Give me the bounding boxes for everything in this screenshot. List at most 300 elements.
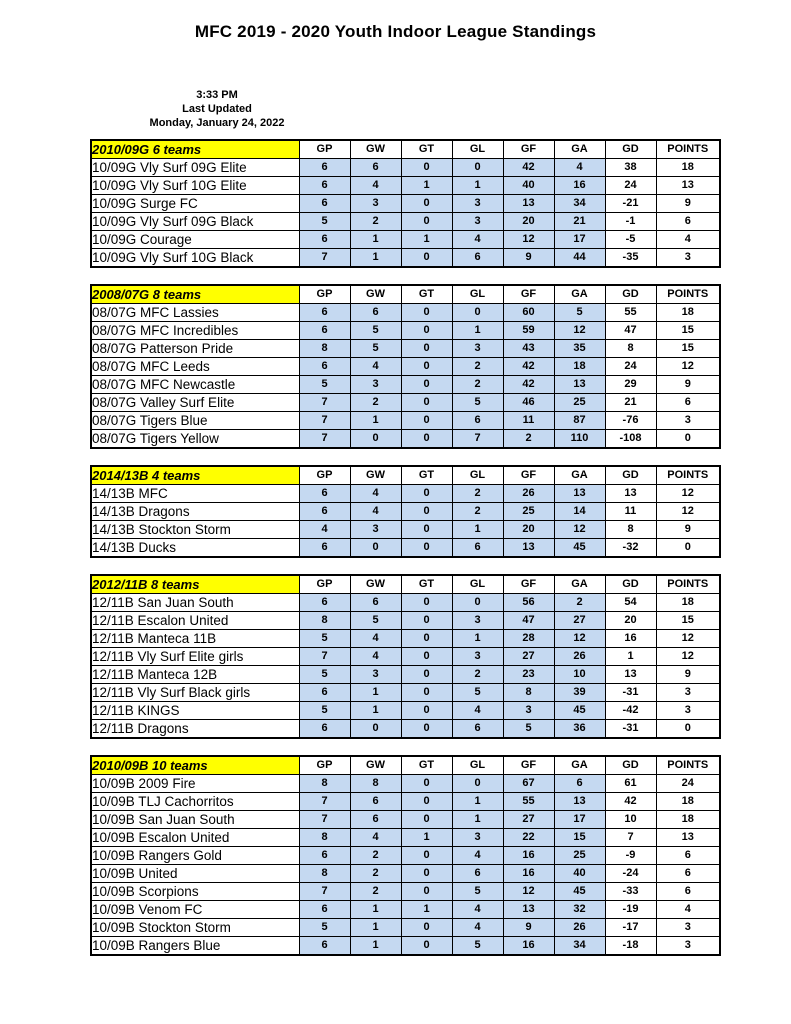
stat-cell: 3 [656,249,720,268]
stat-cell: 18 [656,304,720,322]
stat-cell: 5 [299,666,350,684]
column-header: GF [503,575,554,594]
column-header: GW [350,140,401,159]
stat-cell: 0 [401,195,452,213]
stat-cell: 6 [656,847,720,865]
stat-cell: 9 [503,249,554,268]
stat-cell: 6 [299,159,350,177]
stat-cell: 35 [554,340,605,358]
team-name-cell: 14/13B Stockton Storm [91,521,299,539]
header-row [91,756,720,775]
stat-cell: 5 [299,919,350,937]
stat-cell: 7 [605,829,656,847]
stat-cell: -24 [605,865,656,883]
stat-cell: 6 [299,937,350,956]
stat-cell: 4 [452,901,503,919]
table-row [91,702,720,720]
stat-cell: -31 [605,720,656,739]
column-header: GP [299,575,350,594]
stat-cell: 38 [605,159,656,177]
table-row [91,231,720,249]
column-header: GD [605,285,656,304]
stat-cell: 18 [656,793,720,811]
table-row [91,213,720,231]
table-row [91,829,720,847]
table-row [91,376,720,394]
stat-cell: 61 [605,775,656,793]
stat-cell: 6 [452,720,503,739]
stat-cell: 0 [401,322,452,340]
stat-cell: 15 [554,829,605,847]
team-name-cell: 10/09B Venom FC [91,901,299,919]
stat-cell: 45 [554,539,605,558]
table-row [91,394,720,412]
stat-cell: 4 [350,829,401,847]
column-header: GW [350,756,401,775]
stat-cell: 1 [401,177,452,195]
stat-cell: 3 [656,919,720,937]
column-header: POINTS [656,756,720,775]
stat-cell: 1 [350,684,401,702]
stat-cell: 0 [401,666,452,684]
stat-cell: 18 [554,358,605,376]
column-header: GL [452,140,503,159]
stat-cell: 60 [503,304,554,322]
stat-cell: 3 [452,340,503,358]
team-name-cell: 10/09G Vly Surf 10G Black [91,249,299,268]
table-row [91,793,720,811]
stat-cell: 6 [299,177,350,195]
stat-cell: 9 [503,919,554,937]
stat-cell: 42 [605,793,656,811]
stat-cell: -35 [605,249,656,268]
team-name-cell: 10/09B TLJ Cachorritos [91,793,299,811]
stat-cell: 25 [503,503,554,521]
stat-cell: 2 [350,394,401,412]
stat-cell: 9 [656,666,720,684]
column-header: GL [452,756,503,775]
stat-cell: 0 [401,648,452,666]
stat-cell: 13 [605,485,656,503]
team-name-cell: 14/13B MFC [91,485,299,503]
stat-cell: 26 [554,919,605,937]
page-title: MFC 2019 - 2020 Youth Indoor League Standings [194,22,597,41]
stat-cell: 2 [452,376,503,394]
updated-label: Last Updated [182,103,252,115]
header-row [91,285,720,304]
stat-cell: 20 [605,612,656,630]
stat-cell: 8 [605,521,656,539]
stat-cell: 16 [605,630,656,648]
team-name-cell: 10/09G Surge FC [91,195,299,213]
stat-cell: 18 [656,159,720,177]
team-name-cell: 12/11B Vly Surf Elite girls [91,648,299,666]
table-row [91,340,720,358]
stat-cell: 40 [554,865,605,883]
team-name-cell: 12/11B KINGS [91,702,299,720]
stat-cell: 1 [452,811,503,829]
stat-cell: 0 [401,612,452,630]
stat-cell: 3 [503,702,554,720]
column-header: GD [605,140,656,159]
stat-cell: 25 [554,394,605,412]
stat-cell: 2 [350,213,401,231]
team-name-cell: 12/11B Manteca 11B [91,630,299,648]
stat-cell: 5 [350,340,401,358]
stat-cell: 3 [656,684,720,702]
stat-cell: 6 [656,213,720,231]
stat-cell: 4 [299,521,350,539]
stat-cell: 16 [503,847,554,865]
section-title: 2010/09B 10 teams [91,756,299,775]
table-row [91,412,720,430]
stat-cell: 3 [350,195,401,213]
stat-cell: 34 [554,195,605,213]
section-title: 2014/13B 4 teams [91,466,299,485]
column-header: GP [299,756,350,775]
team-name-cell: 10/09B 2009 Fire [91,775,299,793]
stat-cell: 4 [350,630,401,648]
stat-cell: 0 [401,720,452,739]
stat-cell: 56 [503,594,554,612]
stat-cell: 1 [452,793,503,811]
stat-cell: 0 [401,503,452,521]
stat-cell: 12 [656,358,720,376]
column-header: POINTS [656,575,720,594]
column-header: GP [299,140,350,159]
stat-cell: 47 [503,612,554,630]
stat-cell: 1 [350,702,401,720]
stat-cell: 4 [656,231,720,249]
team-name-cell: 08/07G Valley Surf Elite [91,394,299,412]
stat-cell: 36 [554,720,605,739]
team-name-cell: 08/07G MFC Leeds [91,358,299,376]
stat-cell: 6 [299,720,350,739]
column-header: POINTS [656,285,720,304]
stat-cell: 7 [299,883,350,901]
table-row [91,539,720,558]
column-header: GD [605,575,656,594]
updated-time: 3:33 PM [196,89,238,101]
stat-cell: 6 [656,883,720,901]
stat-cell: 39 [554,684,605,702]
stat-cell: 0 [401,630,452,648]
column-header: GF [503,756,554,775]
header-row [91,466,720,485]
stat-cell: -1 [605,213,656,231]
column-header: GF [503,285,554,304]
stat-cell: 7 [299,394,350,412]
stat-cell: 13 [554,485,605,503]
stat-cell: 0 [401,919,452,937]
stat-cell: 0 [401,539,452,558]
stat-cell: 7 [452,430,503,449]
stat-cell: 0 [350,539,401,558]
stat-cell: 10 [554,666,605,684]
table-row [91,249,720,268]
stat-cell: 0 [401,684,452,702]
stat-cell: -108 [605,430,656,449]
stat-cell: 6 [299,901,350,919]
stat-cell: 8 [605,340,656,358]
stat-cell: 42 [503,358,554,376]
stat-cell: 2 [452,503,503,521]
stat-cell: 0 [350,720,401,739]
column-header: GT [401,466,452,485]
table-row [91,937,720,956]
stat-cell: 0 [401,159,452,177]
stat-cell: 3 [452,648,503,666]
stat-cell: 21 [605,394,656,412]
team-name-cell: 12/11B Manteca 12B [91,666,299,684]
stat-cell: 32 [554,901,605,919]
stat-cell: 8 [299,775,350,793]
stat-cell: 3 [452,829,503,847]
stat-cell: 20 [503,213,554,231]
table-row [91,811,720,829]
stat-cell: 1 [401,829,452,847]
stat-cell: 7 [299,648,350,666]
stat-cell: -5 [605,231,656,249]
table-row [91,485,720,503]
stat-cell: 1 [350,919,401,937]
stat-cell: 0 [401,376,452,394]
team-name-cell: 10/09G Vly Surf 10G Elite [91,177,299,195]
standings-table [90,139,721,268]
stat-cell: 1 [401,901,452,919]
stat-cell: 0 [401,937,452,956]
stat-cell: 3 [452,195,503,213]
stat-cell: 4 [452,702,503,720]
stat-cell: 26 [503,485,554,503]
stat-cell: 42 [503,159,554,177]
column-header: GL [452,466,503,485]
table-row [91,304,720,322]
table-row [91,630,720,648]
standings-table [90,284,721,449]
stat-cell: 7 [299,811,350,829]
column-header: GT [401,575,452,594]
stat-cell: 0 [401,865,452,883]
stat-cell: 0 [656,539,720,558]
stat-cell: 5 [299,630,350,648]
stat-cell: 0 [401,412,452,430]
stat-cell: 0 [401,485,452,503]
stat-cell: 8 [350,775,401,793]
stat-cell: 6 [656,394,720,412]
table-row [91,684,720,702]
team-name-cell: 12/11B Dragons [91,720,299,739]
team-name-cell: 08/07G MFC Incredibles [91,322,299,340]
stat-cell: 0 [401,340,452,358]
stat-cell: 10 [605,811,656,829]
column-header: GA [554,140,605,159]
stat-cell: 0 [656,720,720,739]
stat-cell: 6 [299,539,350,558]
column-header: GD [605,466,656,485]
stat-cell: 1 [452,521,503,539]
table-row [91,503,720,521]
stat-cell: 23 [503,666,554,684]
stat-cell: 4 [350,177,401,195]
stat-cell: 1 [452,177,503,195]
stat-cell: 20 [503,521,554,539]
stat-cell: 29 [605,376,656,394]
column-header: GA [554,285,605,304]
stat-cell: 4 [350,358,401,376]
header-row [91,575,720,594]
table-row [91,883,720,901]
stat-cell: 0 [401,249,452,268]
stat-cell: 24 [656,775,720,793]
stat-cell: 13 [503,901,554,919]
column-header: GP [299,285,350,304]
team-name-cell: 10/09G Vly Surf 09G Elite [91,159,299,177]
standings-table [90,465,721,558]
stat-cell: 43 [503,340,554,358]
stat-cell: 6 [299,195,350,213]
stat-cell: 45 [554,702,605,720]
table-row [91,594,720,612]
column-header: GL [452,285,503,304]
stat-cell: 0 [401,811,452,829]
stat-cell: 1 [350,901,401,919]
team-name-cell: 08/07G Tigers Blue [91,412,299,430]
stat-cell: 6 [350,159,401,177]
stat-cell: 7 [299,249,350,268]
standings-tables [90,139,791,956]
stat-cell: 4 [350,648,401,666]
stat-cell: 12 [554,322,605,340]
stat-cell: 18 [656,811,720,829]
column-header: GT [401,285,452,304]
stat-cell: 55 [605,304,656,322]
stat-cell: 6 [299,358,350,376]
team-name-cell: 08/07G Tigers Yellow [91,430,299,449]
stat-cell: 46 [503,394,554,412]
team-name-cell: 10/09B Scorpions [91,883,299,901]
stat-cell: 3 [350,521,401,539]
stat-cell: 34 [554,937,605,956]
stat-cell: 12 [656,648,720,666]
stat-cell: 24 [605,358,656,376]
table-row [91,847,720,865]
stat-cell: 1 [350,249,401,268]
table-row [91,159,720,177]
stat-cell: 7 [299,793,350,811]
column-header: GW [350,466,401,485]
stat-cell: 16 [554,177,605,195]
stat-cell: 4 [452,847,503,865]
stat-cell: -76 [605,412,656,430]
stat-cell: 9 [656,376,720,394]
team-name-cell: 12/11B Escalon United [91,612,299,630]
stat-cell: 8 [299,340,350,358]
stat-cell: 21 [554,213,605,231]
stat-cell: 2 [350,865,401,883]
column-header: GT [401,140,452,159]
stat-cell: 25 [554,847,605,865]
table-row [91,901,720,919]
stat-cell: -9 [605,847,656,865]
column-header: GA [554,575,605,594]
stat-cell: 4 [350,503,401,521]
stat-cell: 6 [656,865,720,883]
stat-cell: 5 [452,883,503,901]
table-row [91,648,720,666]
stat-cell: 6 [452,249,503,268]
stat-cell: 4 [452,919,503,937]
column-header: GW [350,575,401,594]
stat-cell: 4 [452,231,503,249]
stat-cell: 15 [656,340,720,358]
stat-cell: 5 [452,684,503,702]
team-name-cell: 12/11B San Juan South [91,594,299,612]
column-header: GW [350,285,401,304]
stat-cell: 11 [503,412,554,430]
stat-cell: 5 [350,322,401,340]
header-row [91,140,720,159]
stat-cell: 2 [503,430,554,449]
stat-cell: 12 [554,521,605,539]
stat-cell: 6 [299,322,350,340]
stat-cell: 27 [503,811,554,829]
stat-cell: 0 [401,394,452,412]
stat-cell: 8 [299,865,350,883]
stat-cell: 4 [350,485,401,503]
stat-cell: 2 [452,485,503,503]
team-name-cell: 12/11B Vly Surf Black girls [91,684,299,702]
stat-cell: 11 [605,503,656,521]
stat-cell: 5 [503,720,554,739]
stat-cell: 24 [605,177,656,195]
last-updated-block [92,88,342,130]
stat-cell: 2 [350,883,401,901]
stat-cell: 0 [401,775,452,793]
stat-cell: 13 [605,666,656,684]
stat-cell: 0 [452,594,503,612]
stat-cell: 0 [401,883,452,901]
column-header: GF [503,140,554,159]
stat-cell: 3 [656,412,720,430]
stat-cell: -33 [605,883,656,901]
team-name-cell: 14/13B Ducks [91,539,299,558]
stat-cell: -32 [605,539,656,558]
stat-cell: 2 [554,594,605,612]
stat-cell: 47 [605,322,656,340]
stat-cell: 4 [656,901,720,919]
stat-cell: 0 [452,775,503,793]
stat-cell: 55 [503,793,554,811]
stat-cell: 87 [554,412,605,430]
stat-cell: 1 [350,937,401,956]
stat-cell: 3 [452,213,503,231]
stat-cell: 110 [554,430,605,449]
team-name-cell: 14/13B Dragons [91,503,299,521]
stat-cell: 0 [401,702,452,720]
stat-cell: 6 [299,847,350,865]
stat-cell: 5 [452,937,503,956]
stat-cell: 12 [503,883,554,901]
stat-cell: 6 [299,231,350,249]
stat-cell: 0 [401,304,452,322]
stat-cell: 3 [656,937,720,956]
table-row [91,521,720,539]
stat-cell: 0 [401,594,452,612]
stat-cell: 1 [452,322,503,340]
stat-cell: 2 [350,847,401,865]
stat-cell: 16 [503,865,554,883]
